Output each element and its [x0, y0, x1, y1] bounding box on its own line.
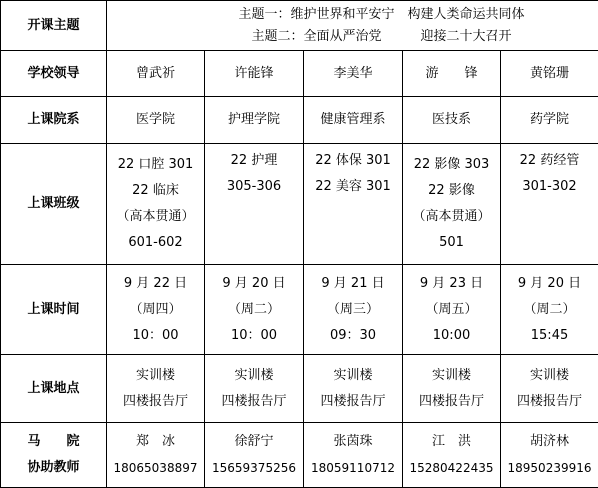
time-weekday: （周二） [501, 297, 598, 323]
location-room: 四楼报告厅 [107, 389, 204, 415]
time-hour: 10：00 [107, 323, 204, 349]
assist-teacher-header [1, 423, 107, 488]
teacher-name: 胡济林 [501, 429, 598, 455]
teacher-name: 徐舒宁 [205, 429, 303, 455]
location-cell [304, 355, 403, 423]
class-line: （高本贯通） [107, 204, 204, 230]
department-row [1, 97, 598, 144]
teacher-cell [205, 423, 304, 488]
time-row [1, 265, 598, 355]
time-cell [304, 265, 403, 355]
leaders-row [1, 51, 598, 97]
class-line: 301-302 [501, 174, 598, 200]
class-line: 601-602 [107, 230, 204, 256]
teacher-name: 张茵珠 [304, 429, 402, 455]
leader-cell: 游 锋 [403, 51, 501, 97]
time-date: 9 月 20 日 [205, 271, 303, 297]
time-weekday: （周三） [304, 297, 402, 323]
classes-cell [403, 144, 501, 265]
teacher-phone: 15659375256 [205, 455, 303, 481]
teacher-cell [501, 423, 598, 488]
time-cell [403, 265, 501, 355]
location-room: 四楼报告厅 [304, 389, 402, 415]
class-line: 22 口腔 301 [107, 152, 204, 178]
teacher-phone: 18065038897 [107, 455, 204, 481]
class-line: 22 体保 301 [304, 148, 402, 174]
department-header: 上课院系 [1, 97, 107, 144]
time-hour: 15:45 [501, 323, 598, 349]
location-building: 实训楼 [304, 363, 402, 389]
classes-cell [501, 144, 598, 265]
theme-line-1: 主题一：维护世界和平安宁 构建人类命运共同体 [107, 4, 598, 26]
assist-header-line-2: 协助教师 [1, 455, 106, 481]
time-date: 9 月 21 日 [304, 271, 402, 297]
time-hour: 09：30 [304, 323, 402, 349]
teacher-name: 江 洪 [403, 429, 500, 455]
leaders-header: 学校领导 [1, 51, 107, 97]
time-cell [501, 265, 598, 355]
location-cell [403, 355, 501, 423]
location-building: 实训楼 [501, 363, 598, 389]
teacher-cell [304, 423, 403, 488]
department-cell: 药学院 [501, 97, 598, 144]
classes-cell [107, 144, 205, 265]
theme-header: 开课主题 [1, 1, 107, 51]
location-header: 上课地点 [1, 355, 107, 423]
time-hour: 10：00 [205, 323, 303, 349]
leader-cell: 黄铭珊 [501, 51, 598, 97]
class-line: 22 护理 [205, 148, 303, 174]
class-line: 22 影像 [403, 178, 500, 204]
classes-cell [304, 144, 403, 265]
teacher-name: 郑 冰 [107, 429, 204, 455]
time-cell [107, 265, 205, 355]
location-room: 四楼报告厅 [403, 389, 500, 415]
theme-row [1, 1, 598, 51]
time-weekday: （周四） [107, 297, 204, 323]
location-building: 实训楼 [107, 363, 204, 389]
department-cell: 健康管理系 [304, 97, 403, 144]
leader-cell: 许能锋 [205, 51, 304, 97]
department-cell: 护理学院 [205, 97, 304, 144]
department-cell: 医学院 [107, 97, 205, 144]
class-line: （高本贯通） [403, 204, 500, 230]
location-cell [501, 355, 598, 423]
teacher-phone: 18059110712 [304, 455, 402, 481]
assist-header-line-1: 马 院 [1, 429, 106, 455]
class-line: 22 影像 303 [403, 152, 500, 178]
class-line: 22 临床 [107, 178, 204, 204]
classes-cell [205, 144, 304, 265]
location-room: 四楼报告厅 [501, 389, 598, 415]
teacher-phone: 15280422435 [403, 455, 500, 481]
theme-line-2: 主题二：全面从严治党 迎接二十大召开 [107, 26, 598, 48]
location-building: 实训楼 [205, 363, 303, 389]
teacher-phone: 18950239916 [501, 455, 598, 481]
classes-header: 上课班级 [1, 144, 107, 265]
leader-cell: 曾武祈 [107, 51, 205, 97]
location-cell [107, 355, 205, 423]
location-cell [205, 355, 304, 423]
classes-row [1, 144, 598, 265]
location-room: 四楼报告厅 [205, 389, 303, 415]
assist-teacher-row [1, 423, 598, 488]
time-hour: 10:00 [403, 323, 500, 349]
class-line: 22 美容 301 [304, 174, 402, 200]
theme-content [107, 1, 598, 51]
time-date: 9 月 20 日 [501, 271, 598, 297]
time-header: 上课时间 [1, 265, 107, 355]
location-building: 实训楼 [403, 363, 500, 389]
class-line: 501 [403, 230, 500, 256]
location-row [1, 355, 598, 423]
teacher-cell [107, 423, 205, 488]
time-weekday: （周五） [403, 297, 500, 323]
department-cell: 医技系 [403, 97, 501, 144]
leader-cell: 李美华 [304, 51, 403, 97]
time-cell [205, 265, 304, 355]
time-date: 9 月 23 日 [403, 271, 500, 297]
time-date: 9 月 22 日 [107, 271, 204, 297]
time-weekday: （周二） [205, 297, 303, 323]
class-line: 305-306 [205, 174, 303, 200]
class-line: 22 药经管 [501, 148, 598, 174]
teacher-cell [403, 423, 501, 488]
